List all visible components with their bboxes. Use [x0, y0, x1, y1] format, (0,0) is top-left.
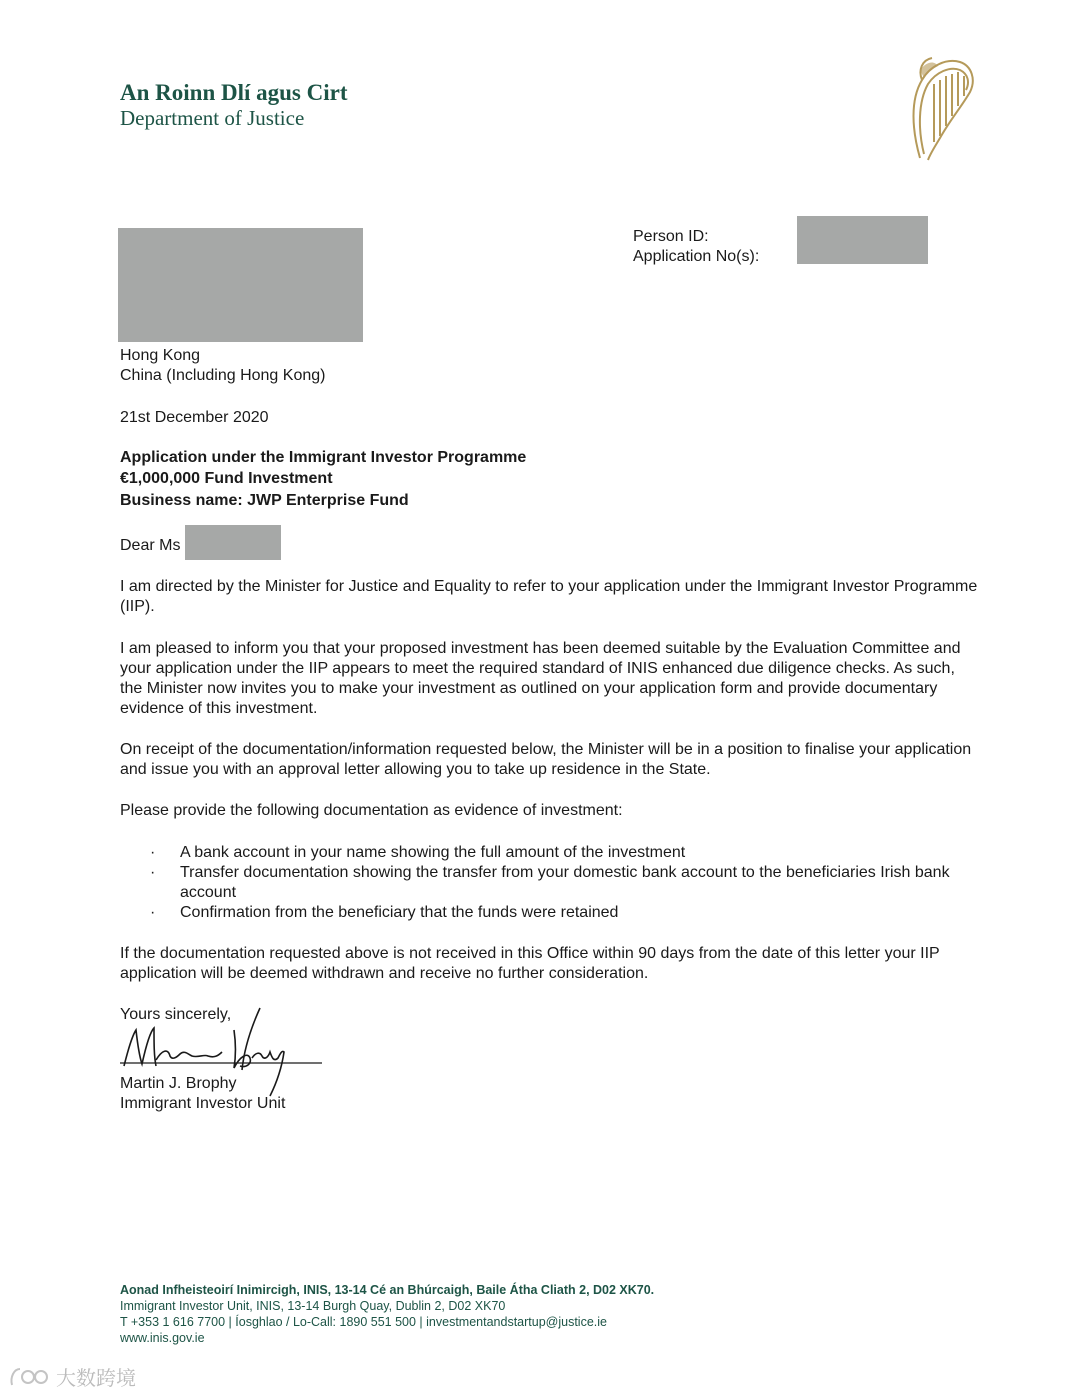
watermark: 大数跨境: [8, 1362, 136, 1391]
subject-line-business: Business name: JWP Enterprise Fund: [120, 492, 409, 509]
address-line-city: Hong Kong: [120, 347, 201, 364]
paragraph-approval: I am pleased to inform you that your proposed investment has been deemed suitable by the Evaluation Committee and your application under the IIP appears to meet the required standard of INIS enhanced due diligence checks. As such, the Minister now invites you to make your investment as outlined on your application form and provide documentary evidence of this investment.: [120, 640, 961, 717]
footer-address-english: Immigrant Investor Unit, INIS, 13-14 Burgh Quay, Dublin 2, D02 XK70: [120, 1299, 506, 1313]
list-item: · A bank account in your name showing the full amount of the investment: [150, 844, 686, 861]
footer-contact: T +353 1 616 7700 | Íosghlao / Lo-Call: 1890 551 500 | investmentandstartup@justice.ie: [120, 1315, 607, 1329]
department-name-irish: An Roinn Dlí agus Cirt: [120, 80, 348, 105]
letter-date: 21st December 2020: [120, 409, 269, 426]
signatory-unit: Immigrant Investor Unit: [120, 1095, 286, 1112]
footer-address-irish: Aonad Infheisteoirí Inimircigh, INIS, 13-14 Cé an Bhúrcaigh, Baile Átha Cliath 2, D02 XK70.: [120, 1283, 655, 1297]
address-line-country: China (Including Hong Kong): [120, 367, 326, 384]
footer-website-link[interactable]: www.inis.gov.ie: [120, 1331, 205, 1345]
paragraph-intro: I am directed by the Minister for Justice and Equality to refer to your application under the Immigrant Investor Programme (IIP).: [120, 578, 978, 615]
documentation-list: [150, 843, 970, 923]
application-no-label: Application No(s):: [633, 248, 760, 265]
redacted-recipient-surname: [185, 525, 281, 560]
list-item: · Transfer documentation showing the transfer from your domestic bank account to the beneficiaries Irish bank account: [150, 864, 950, 901]
redacted-recipient-name: [118, 228, 363, 342]
sign-off: Yours sincerely,: [120, 1006, 232, 1023]
list-item: · Confirmation from the beneficiary that the funds were retained: [150, 904, 619, 921]
paragraph-next-steps: On receipt of the documentation/information requested below, the Minister will be in a position to finalise your application and issue you with an approval letter allowing you to take up residence in the State.: [120, 741, 972, 778]
salutation: Dear Ms: [120, 537, 181, 554]
paragraph-deadline: If the documentation requested above is not received in this Office within 90 days from the date of this letter your IIP application will be deemed withdrawn and receive no further consideration.: [120, 945, 940, 982]
harp-emblem-icon: [900, 50, 980, 166]
department-name-english: Department of Justice: [120, 106, 305, 130]
subject-line-programme: Application under the Immigrant Investor Programme: [120, 449, 527, 466]
subject-line-investment: €1,000,000 Fund Investment: [120, 470, 333, 487]
person-id-label: Person ID:: [633, 228, 709, 245]
redacted-reference-values: [797, 216, 928, 264]
watermark-logo-icon: [8, 1365, 50, 1389]
paragraph-request: Please provide the following documentation as evidence of investment:: [120, 802, 623, 819]
signatory-name: Martin J. Brophy: [120, 1075, 237, 1092]
